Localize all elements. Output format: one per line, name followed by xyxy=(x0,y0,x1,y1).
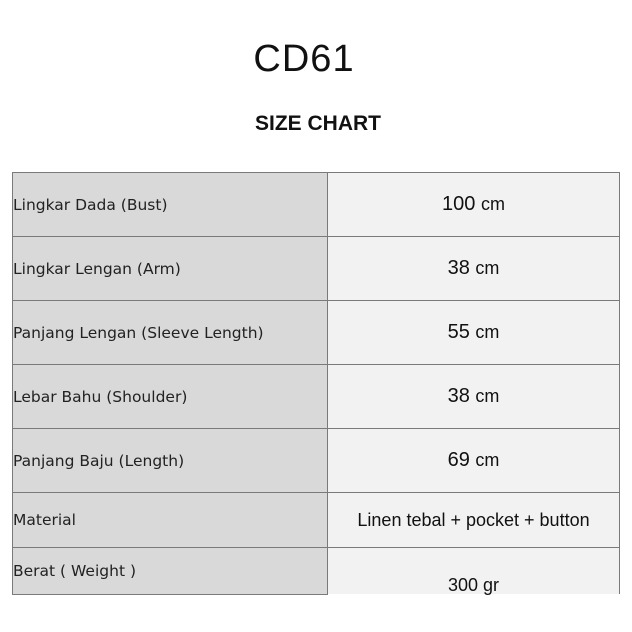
table-row-bust xyxy=(13,173,620,237)
row-value xyxy=(328,301,620,365)
row-label: Material xyxy=(13,493,328,548)
row-label: Lingkar Lengan (Arm) xyxy=(13,237,328,301)
table-row-material xyxy=(13,493,620,548)
table-row-arm xyxy=(13,237,620,301)
row-value: Linen tebal + pocket + button xyxy=(328,493,620,548)
table-row-weight xyxy=(13,548,620,595)
value-unit: cm xyxy=(475,450,500,470)
row-value xyxy=(328,237,620,301)
row-value xyxy=(328,173,620,237)
row-label: Panjang Baju (Length) xyxy=(13,429,328,493)
row-value xyxy=(328,548,620,595)
table-row-sleeve-length xyxy=(13,301,620,365)
value-unit: cm xyxy=(475,258,500,278)
row-value xyxy=(328,429,620,493)
value-number: 100 xyxy=(442,193,476,215)
row-label: Lingkar Dada (Bust) xyxy=(13,173,328,237)
row-label: Panjang Lengan (Sleeve Length) xyxy=(13,301,328,365)
value-unit: cm xyxy=(480,194,505,214)
size-chart-table xyxy=(12,172,620,595)
table-row-shoulder xyxy=(13,365,620,429)
table-row-length xyxy=(13,429,620,493)
value-number: 69 xyxy=(447,449,470,471)
value-unit: cm xyxy=(475,386,500,406)
row-label: Lebar Bahu (Shoulder) xyxy=(13,365,328,429)
row-label: Berat ( Weight ) xyxy=(13,548,328,595)
value-number: 38 xyxy=(447,385,470,407)
weight-value: 300 gr xyxy=(447,575,500,595)
size-chart-title: SIZE CHART xyxy=(255,112,381,135)
row-value xyxy=(328,365,620,429)
product-code: CD61 xyxy=(253,38,355,80)
value-number: 38 xyxy=(447,257,470,279)
value-unit: cm xyxy=(475,322,500,342)
value-number: 55 xyxy=(447,321,470,343)
